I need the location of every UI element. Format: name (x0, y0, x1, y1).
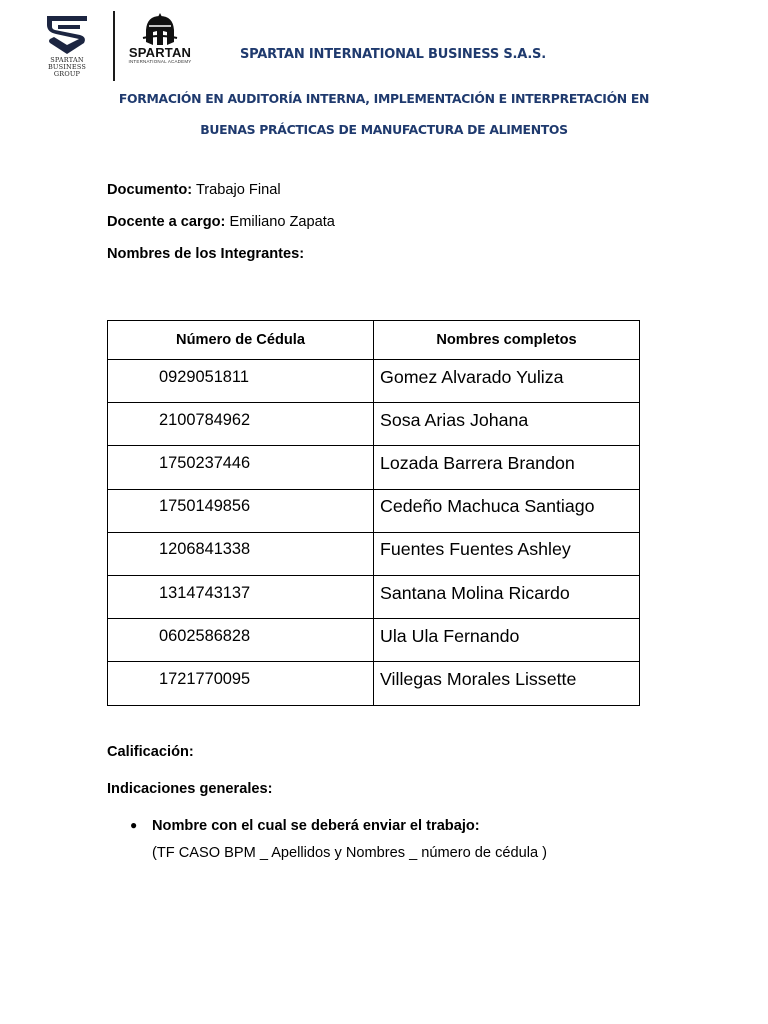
name-cell: Sosa Arias Johana (374, 403, 640, 446)
members-table (107, 320, 640, 706)
bullet-note: (TF CASO BPM _ Apellidos y Nombres _ número de cédula ) (152, 845, 547, 861)
cedula-cell: 1750237446 (108, 446, 374, 489)
name-cell: Santana Molina Ricardo (374, 575, 640, 618)
column-header-nombres: Nombres completos (374, 321, 640, 360)
integrantes-label: Nombres de los Integrantes: (107, 246, 305, 262)
name-cell: Cedeño Machuca Santiago (374, 489, 640, 532)
course-title-line-2: BUENAS PRÁCTICAS DE MANUFACTURA DE ALIMENTOS (200, 122, 568, 137)
cedula-cell: 0929051811 (108, 360, 374, 403)
documento-label: Documento: (107, 182, 193, 198)
table-row (108, 662, 640, 705)
table-row (108, 575, 640, 618)
shield-s-icon (44, 12, 90, 56)
documento-field (107, 182, 281, 198)
table-header-row (108, 321, 640, 360)
table-row (108, 532, 640, 575)
bullet-title: Nombre con el cual se deberá enviar el trabajo: (152, 818, 480, 834)
name-cell: Lozada Barrera Brandon (374, 446, 640, 489)
bullet-icon: ● (130, 818, 138, 832)
course-title-line-1: FORMACIÓN EN AUDITORÍA INTERNA, IMPLEMENTACIÓN E INTERPRETACIÓN EN (118, 91, 650, 106)
company-name: SPARTAN INTERNATIONAL BUSINESS S.A.S. (240, 47, 546, 62)
logo-right-sub: INTERNATIONAL ACADEMY (128, 59, 192, 64)
table-row (108, 360, 640, 403)
cedula-cell: 1721770095 (108, 662, 374, 705)
cedula-cell: 1750149856 (108, 489, 374, 532)
cedula-cell: 0602586828 (108, 619, 374, 662)
cedula-cell: 2100784962 (108, 403, 374, 446)
logo-left-caption: SPARTAN BUSINESS GROUP (47, 56, 87, 78)
calificacion-label: Calificación: (107, 744, 194, 760)
table-row (108, 446, 640, 489)
table-row (108, 403, 640, 446)
column-header-cedula: Número de Cédula (108, 321, 374, 360)
spartan-business-group-logo (36, 12, 98, 76)
logo-right-name: SPARTAN (128, 45, 192, 60)
docente-field (107, 214, 335, 230)
logo-divider (113, 11, 115, 81)
table-row (108, 489, 640, 532)
documento-value: Trabajo Final (195, 182, 281, 198)
spartan-helmet-icon (140, 12, 180, 46)
name-cell: Fuentes Fuentes Ashley (374, 532, 640, 575)
table-row (108, 619, 640, 662)
indicaciones-label: Indicaciones generales: (107, 781, 273, 797)
cedula-cell: 1314743137 (108, 575, 374, 618)
name-cell: Gomez Alvarado Yuliza (374, 360, 640, 403)
docente-label: Docente a cargo: (107, 214, 226, 230)
spartan-academy-logo (124, 12, 196, 78)
cedula-cell: 1206841338 (108, 532, 374, 575)
name-cell: Ula Ula Fernando (374, 619, 640, 662)
docente-value: Emiliano Zapata (229, 214, 335, 230)
name-cell: Villegas Morales Lissette (374, 662, 640, 705)
